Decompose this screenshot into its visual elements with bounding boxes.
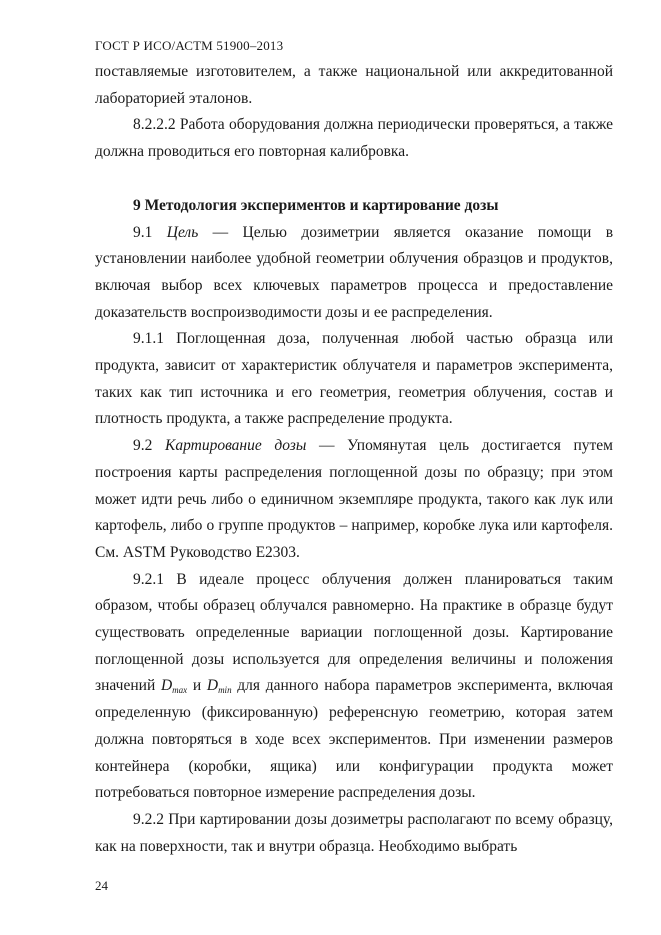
paragraph-9-1: 9.1 Цель — Целью дозиметрии является оказание помощи в установлении наиболее удобной геометрии облучения образцов и продуктов, включая выбор всех ключевых параметров процесса и предоставление доказательств воспроизводимости дозы и ее распределения. — [95, 223, 614, 321]
paragraph-9-1-1: 9.1.1 Поглощенная доза, полученная любой частью образца или продукта, зависит от характеристик облучателя и параметров эксперимента, таких как тип источника и его геометрия, геометрия облучения, состав и плотность продукта, а также распределение продукта. — [95, 330, 614, 428]
d-min-symbol: $D_{min}$ — [206, 677, 232, 696]
paragraph-9-2-2: 9.2.2 При картировании дозы дозиметры располагают по всему образцу, как на поверхности, так и внутри образца. Необходимо выбрать — [95, 810, 614, 855]
clause-number: 9.2 — [133, 437, 153, 455]
page-number: 24 — [95, 878, 108, 893]
running-header: ГОСТ Р ИСО/АСТМ 51900–2013 — [95, 38, 284, 53]
clause-number: 9.1 — [133, 223, 153, 241]
section-heading: 9 Методология экспериментов и картирование дозы — [133, 196, 499, 214]
page-body — [95, 59, 613, 860]
term: Картирование дозы — [165, 437, 307, 455]
clause-number: 8.2.2.2 — [133, 116, 176, 134]
paragraph-8-2-2-2: 8.2.2.2 Работа оборудования должна периодически проверяться, а также должна проводиться его повторная калибровка. — [95, 116, 614, 161]
paragraph-9-2: 9.2 Картирование дозы — Упомянутая цель достигается путем построения карты распределения поглощенной дозы по образцу; при этом может идти речь либо о единичном экземпляре продукта, такого как лук или картофель, либо о группе продуктов – например, коробке лука или картофеля. См. ASTM Руководство E2303. — [95, 437, 613, 561]
term: Цель — [166, 223, 199, 241]
paragraph-9-2-1: 9.2.1 В идеале процесс облучения должен планироваться таким образом, чтобы образец облучался равномерно. На практике в образце будут существовать определенные вариации поглощенной дозы. Картирование поглощенной дозы используется для определения величины и положения значений $D_{max}$ и $D_{min}$ для данного набора параметров эксперимента, включая определенную (фиксированную) референсную геометрию, которая затем должна повторяться в ходе всех экспериментов. При изменении размеров контейнера (коробки, ящика) или конфигурации продукта может потребоваться повторное измерение распределения дозы. — [95, 570, 614, 802]
clause-number: 9.1.1 — [133, 330, 164, 348]
clause-number: 9.2.1 — [133, 570, 164, 588]
clause-number: 9.2.2 — [133, 810, 164, 828]
paragraph-continuation: поставляемые изготовителем, а также национальной или аккредитованной лабораторией эталонов. — [95, 63, 613, 107]
d-max-symbol: $D_{max}$ — [160, 677, 188, 696]
